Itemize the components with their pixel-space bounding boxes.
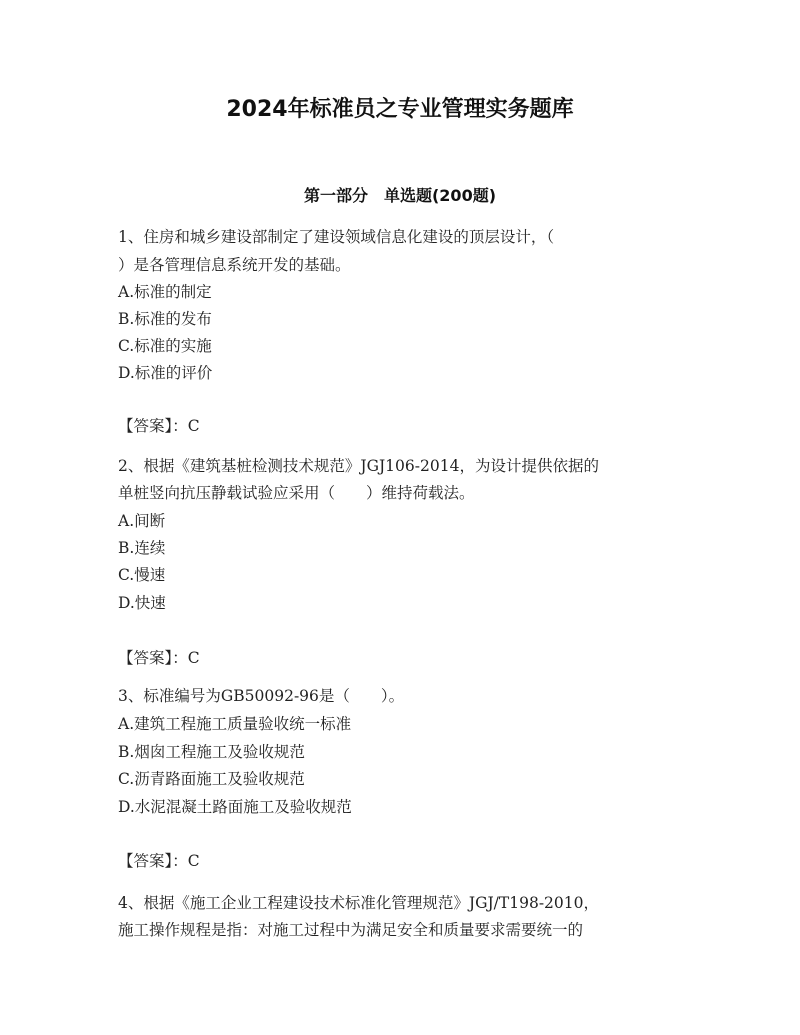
question-stem-line: ）是各管理信息系统开发的基础。 <box>118 256 351 274</box>
option-b: B.连续 <box>118 539 166 557</box>
option-c: C.标准的实施 <box>118 337 212 355</box>
option-a: A.标准的制定 <box>118 283 212 301</box>
question-stem-line: 4、根据《施工企业工程建设技术标准化管理规范》JGJ/T198-2010， <box>118 894 600 912</box>
document-title: 2024年标准员之专业管理实务题库 <box>226 97 574 122</box>
question-stem-line: 2、根据《建筑基桩检测技术规范》JGJ106-2014，为设计提供依据的 <box>118 457 599 475</box>
option-d: D.水泥混凝土路面施工及验收规范 <box>118 798 352 816</box>
option-c: C.慢速 <box>118 566 166 584</box>
answer-line: 【答案】：C <box>118 649 200 667</box>
option-d: D.快速 <box>118 594 166 612</box>
option-c: C.沥青路面施工及验收规范 <box>118 770 305 788</box>
question-stem-line: 3、标准编号为GB50092-96是（ ）。 <box>118 687 405 705</box>
option-d: D.标准的评价 <box>118 364 213 382</box>
answer-line: 【答案】：C <box>118 852 200 870</box>
section-title: 第一部分 单选题(200题) <box>303 186 497 205</box>
question-stem-line: 单桩竖向抗压静载试验应采用（ ）维持荷载法。 <box>118 484 475 502</box>
question-stem-line: 施工操作规程是指：对施工过程中为满足安全和质量要求需要统一的 <box>118 921 584 939</box>
option-b: B.标准的发布 <box>118 310 212 328</box>
option-a: A.间断 <box>118 512 166 530</box>
answer-line: 【答案】：C <box>118 417 200 435</box>
option-b: B.烟囱工程施工及验收规范 <box>118 743 305 761</box>
option-a: A.建筑工程施工质量验收统一标准 <box>118 715 352 733</box>
question-stem-line: 1、住房和城乡建设部制定了建设领域信息化建设的顶层设计，（ <box>118 228 555 246</box>
